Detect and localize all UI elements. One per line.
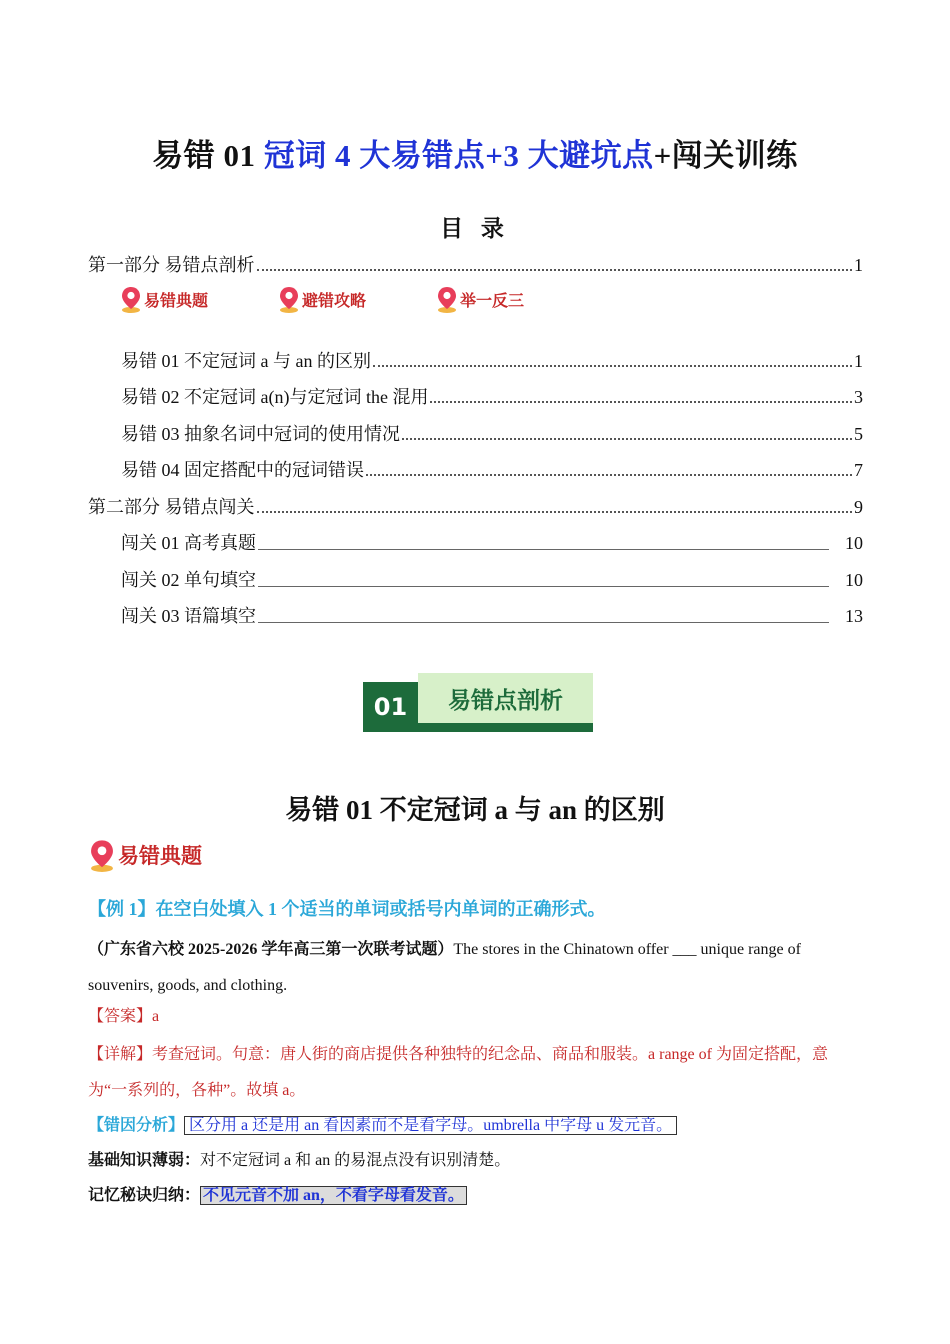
example-source: （广东省六校 2025-2026 学年高三第一次联考试题） <box>88 941 454 958</box>
pin-item-strategy <box>278 285 366 313</box>
toc-leader-dots <box>430 400 852 403</box>
title-suffix: +闯关训练 <box>653 138 798 173</box>
memory-tip-line <box>88 1182 863 1205</box>
memory-label: 记忆秘诀归纳： <box>88 1187 201 1204</box>
section-heading: 易错 01 不定冠词 a 与 an 的区别 <box>285 795 665 825</box>
pin-label-strategy: 避错攻略 <box>302 291 367 310</box>
toc-part2-page: 9 <box>854 497 863 517</box>
toc-level-label: 闯关 02 单句填空 <box>121 570 256 590</box>
toc-leader-dots <box>402 437 852 440</box>
title-highlight: 冠词 4 大易错点+3 大避坑点 <box>263 138 654 173</box>
toc-entry-page: 5 <box>854 424 863 444</box>
toc-entry-label: 易错 01 不定冠词 a 与 an 的区别 <box>121 351 371 371</box>
toc-entry[interactable] <box>121 382 863 408</box>
pin-item-practice <box>436 285 524 313</box>
toc-part1-page: 1 <box>854 255 863 275</box>
toc-entry-page: 1 <box>854 351 863 371</box>
error-text: 区分用 a 还是用 an 看因素而不是看字母。umbrella 中字母 u 发元音。 <box>184 1116 677 1135</box>
location-pin-icon <box>278 285 300 313</box>
weak-basics-line <box>88 1147 863 1170</box>
example-sentence: The stores in the Chinatown offer ___ unique range of souvenirs, goods, and clothing. <box>88 941 801 994</box>
answer-line <box>88 1003 863 1026</box>
toc-part1-label: 第一部分 易错点剖析 <box>88 255 255 275</box>
toc-level-label: 闯关 01 高考真题 <box>121 533 256 553</box>
toc-entry-page: 7 <box>854 460 863 480</box>
toc-leader-rule <box>258 621 829 623</box>
answer-label: 【答案】 <box>88 1008 153 1025</box>
section-badge <box>363 673 593 733</box>
title-prefix: 易错 01 <box>152 138 264 173</box>
pin-label-practice: 举一反三 <box>460 291 525 310</box>
detail-text: 考查冠词。句意：唐人街的商店提供各种独特的纪念品、商品和服装。a range of 为固定搭配，意为“一系列的，各种”。故填 a。 <box>88 1046 828 1099</box>
detail-label: 【详解】 <box>88 1046 153 1063</box>
section-badge-number: 01 <box>363 682 418 732</box>
example-prompt: 【例 1】在空白处填入 1 个适当的单词或括号内单词的正确形式。 <box>88 899 606 919</box>
subhead-label: 易错典题 <box>118 844 202 868</box>
toc-part1[interactable] <box>88 250 863 276</box>
toc-entry-label: 易错 03 抽象名词中冠词的使用情况 <box>121 424 400 444</box>
section-badge-title: 易错点剖析 <box>418 673 593 723</box>
page-title <box>0 130 950 175</box>
pin-item-typical <box>120 285 208 313</box>
toc-level-page: 13 <box>845 606 863 626</box>
pin-label-typical: 易错典题 <box>144 291 209 310</box>
error-label: 【错因分析】 <box>88 1117 185 1134</box>
location-pin-icon <box>120 285 142 313</box>
toc-level[interactable] <box>121 528 863 554</box>
subhead-typical <box>88 838 202 872</box>
memory-text: 不见元音不加 an，不看字母看发音。 <box>200 1186 467 1205</box>
toc-leader-dots <box>366 473 852 476</box>
toc-heading: 目 录 <box>440 216 510 241</box>
error-analysis-line <box>88 1112 863 1135</box>
toc-pin-row <box>0 285 950 325</box>
toc-level[interactable] <box>121 565 863 591</box>
example-question <box>88 932 863 1004</box>
toc-leader-rule <box>258 585 829 587</box>
toc-entry-label: 易错 04 固定搭配中的冠词错误 <box>121 460 364 480</box>
toc-leader-dots <box>257 510 853 513</box>
toc-entry[interactable] <box>121 346 863 372</box>
toc-part2[interactable] <box>88 492 863 518</box>
toc-level-label: 闯关 03 语篇填空 <box>121 606 256 626</box>
toc-leader-rule <box>258 548 829 550</box>
weak-label: 基础知识薄弱： <box>88 1152 201 1169</box>
toc-level[interactable] <box>121 601 863 627</box>
toc-level-page: 10 <box>845 570 863 590</box>
location-pin-icon <box>436 285 458 313</box>
toc-entry-page: 3 <box>854 387 863 407</box>
toc-entry[interactable] <box>121 455 863 481</box>
answer-value: a <box>152 1008 160 1025</box>
toc-leader-dots <box>373 364 852 367</box>
weak-text: 对不定冠词 a 和 an 的易混点没有识别清楚。 <box>200 1152 511 1169</box>
toc-leader-dots <box>257 268 853 271</box>
location-pin-icon <box>88 838 116 872</box>
toc-part2-label: 第二部分 易错点闯关 <box>88 497 255 517</box>
section-badge-underline <box>418 723 593 732</box>
toc-entry[interactable] <box>121 419 863 445</box>
toc-level-page: 10 <box>845 533 863 553</box>
detail-line <box>88 1037 863 1109</box>
toc-entry-label: 易错 02 不定冠词 a(n)与定冠词 the 混用 <box>121 387 429 407</box>
